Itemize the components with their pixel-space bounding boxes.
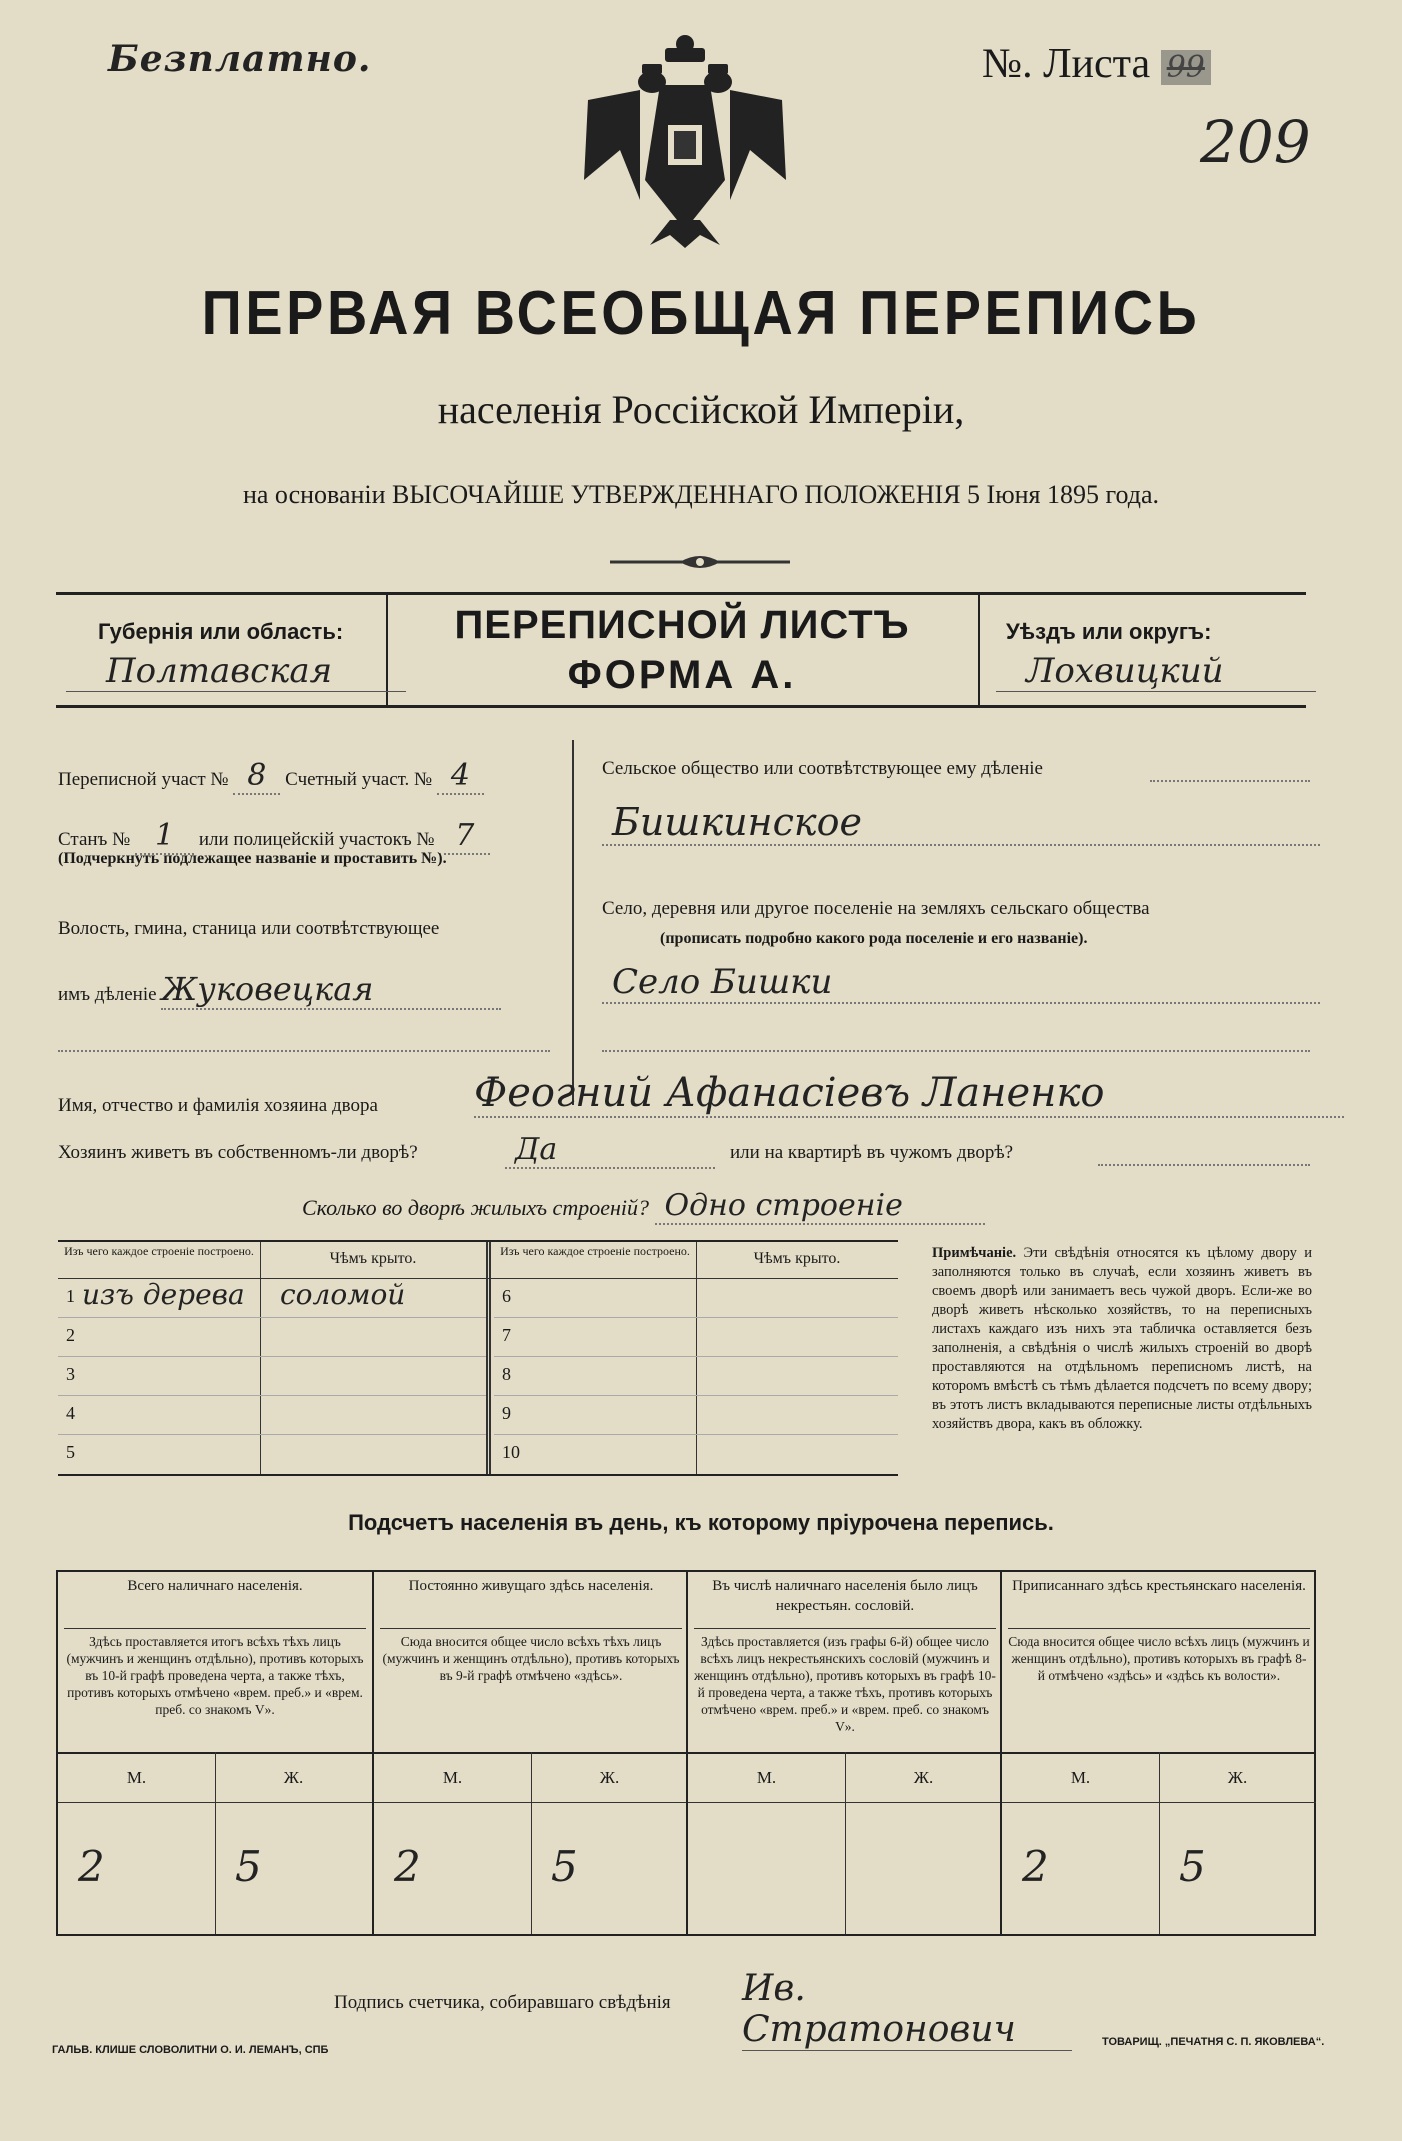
buildings-table [58, 1240, 898, 1476]
province-value: Полтавская [66, 651, 406, 692]
volost-value: Жуковецкая [161, 970, 501, 1010]
owner-name-value: Феогний Афанасіевъ Ланенко [474, 1070, 1344, 1118]
count-column [686, 1572, 1002, 1934]
own-yard-label: Хозяинъ живетъ въ собственномъ-ли дворѣ? [58, 1142, 418, 1163]
census-section-row [58, 758, 558, 793]
count-f-label: Ж. [913, 1768, 934, 1787]
count-m-label: М. [442, 1768, 463, 1787]
building-row-number: 8 [502, 1364, 511, 1384]
building-row [58, 1317, 486, 1357]
stan-row [58, 818, 558, 853]
count-column [58, 1572, 372, 1934]
building-material: изъ дерева [82, 1278, 245, 1311]
sheet-number-prefix: №. Листа [982, 41, 1151, 87]
building-row [494, 1278, 898, 1318]
owner-name-label: Имя, отчество и фамилія хозяина двора [58, 1095, 378, 1116]
building-row [58, 1395, 486, 1435]
document-title: ПЕРВАЯ ВСЕОБЩАЯ ПЕРЕПИСЬ [201, 279, 1201, 348]
volost-label: Волость, гмина, станица или соотвѣтствующее [58, 918, 440, 939]
count-m-value: 2 [78, 1842, 105, 1891]
volost-label-2: имъ дѣленіе [58, 984, 157, 1005]
ornament-divider-icon [610, 550, 790, 574]
building-row-number: 10 [502, 1442, 520, 1462]
count-column-header: Всего наличнаго населенія. [127, 1578, 303, 1594]
stan-label: Станъ № [58, 829, 131, 850]
building-row [494, 1356, 898, 1396]
count-f-label: Ж. [283, 1768, 304, 1787]
building-row-number: 5 [66, 1442, 75, 1462]
underline-note: (Подчеркнуть подлежащее названіе и проставить №). [58, 850, 447, 867]
village-value: Село Бишки [602, 962, 1320, 1004]
buildings-value: Одно строеніе [655, 1188, 985, 1225]
building-row [58, 1278, 486, 1318]
count-m-label: М. [1070, 1768, 1091, 1787]
count-f-value: 5 [551, 1842, 578, 1891]
count-f-label: Ж. [1227, 1768, 1248, 1787]
form-title: ПЕРЕПИСНОЙ ЛИСТЪ [454, 603, 910, 647]
census-section-value: 8 [233, 758, 280, 795]
form-header-box [56, 592, 1306, 708]
col-material-header-2: Изъ чего каждое строеніе построено. [500, 1244, 690, 1258]
count-column-desc: Сюда вносится общее число всѣхъ тѣхъ лицъ (мужчинъ и женщинъ отдѣльно), противъ которыхъ въ 9-й графѣ отмѣчено «здѣсь». [380, 1628, 682, 1745]
col-material-header: Изъ чего каждое строеніе построено. [64, 1244, 254, 1258]
sheet-number-label [982, 40, 1211, 88]
count-column [372, 1572, 688, 1934]
building-row-number: 2 [66, 1325, 75, 1345]
count-column-desc: Сюда вносится общее число всѣхъ лицъ (мужчинъ и женщинъ отдѣльно), противъ которыхъ въ графѣ 8-й отмѣчено «здѣсь» и «здѣсь къ волости». [1008, 1628, 1310, 1745]
sheet-number-handwritten: 209 [1200, 108, 1311, 176]
society-label: Сельское общество или соотвѣтствующее ему дѣленіе [602, 758, 1043, 779]
count-f-label: Ж. [599, 1768, 620, 1787]
col-roof-header-2: Чѣмъ крыто. [753, 1250, 841, 1267]
building-row-number: 4 [66, 1403, 75, 1423]
district-label: Уѣздъ или округъ: [1006, 619, 1212, 644]
census-section-label: Переписной участ № [58, 769, 229, 790]
district-value: Лохвицкий [996, 651, 1316, 692]
building-row-number: 1 [66, 1286, 75, 1306]
sheet-number-crossed: 99 [1161, 50, 1211, 85]
village-label: Село, деревня или другое поселеніе на земляхъ сельскаго общества [602, 898, 1150, 919]
signature-label: Подпись счетчика, собиравшаго свѣдѣнія [334, 1992, 671, 2013]
count-column-desc: Здѣсь проставляется итогъ всѣхъ тѣхъ лицъ (мужчинъ и женщинъ отдѣльно), противъ которыхъ въ 10-й графѣ проведена черта, а также тѣхъ, противъ которыхъ отмѣчено «врем. преб.» и «врем. преб. со знакомъ V». [64, 1628, 366, 1745]
count-m-label: М. [126, 1768, 147, 1787]
building-row-number: 6 [502, 1286, 511, 1306]
province-label: Губернія или область: [98, 619, 344, 644]
note-title: Примѣчаніе. [932, 1245, 1017, 1261]
col-roof-header: Чѣмъ крыто. [329, 1250, 417, 1267]
rented-label: или на квартирѣ въ чужомъ дворѣ? [730, 1142, 1014, 1163]
village-note: (прописать подробно какого рода поселеніе и его названіе). [660, 930, 1088, 947]
building-row [58, 1356, 486, 1396]
count-section-label: Счетный участ. № [285, 769, 433, 790]
printer-right: ТОВАРИЩ. „ПЕЧАТНЯ С. П. ЯКОВЛЕВА“. [1102, 2036, 1325, 2048]
own-yard-value: Да [505, 1132, 715, 1169]
count-section-value: 4 [437, 758, 484, 795]
free-stamp: Безплатно. [108, 38, 372, 80]
count-m-value: 2 [394, 1842, 421, 1891]
building-row [494, 1317, 898, 1357]
note-text: Эти свѣдѣнія относятся къ цѣлому двору и заполняются только въ случаѣ, если хозяинъ живетъ въ своемъ дворѣ или занимаетъ весь чужой дворъ. Если-же во дворѣ живетъ нѣсколько хозяйствъ, то на переписныхъ листахъ каждаго изъ нихъ эта табличка оставляется безъ заполненія, а свѣдѣнія о числѣ жилыхъ строеній во дворѣ проставляются на отдѣльномъ переписномъ листѣ, на которомъ вмѣстѣ съ тѣмъ дѣлается подсчетъ по всему двору; въ этотъ листъ вкладываются переписные листы отдѣльныхъ хозяйствъ двора, какъ въ обложку. [932, 1245, 1313, 1432]
signature-value: Ив. Стратонович [742, 1968, 1072, 2051]
building-roof: соломой [280, 1278, 406, 1311]
count-column-header: Въ числѣ наличнаго населенія было лицъ некрестьян. сословій. [712, 1578, 978, 1614]
count-column-header: Постоянно живущаго здѣсь населенія. [408, 1578, 654, 1594]
note-block [932, 1244, 1312, 1434]
building-row [494, 1434, 898, 1473]
building-row-number: 9 [502, 1403, 511, 1423]
count-table [56, 1570, 1316, 1936]
count-column [1000, 1572, 1316, 1934]
count-f-value: 5 [1179, 1842, 1206, 1891]
police-value: 7 [439, 818, 490, 855]
police-label: или полицейскій участокъ № [198, 829, 435, 850]
society-value: Бишкинское [602, 800, 1320, 846]
form-subtitle: ФОРМА А. [567, 653, 797, 697]
imperial-eagle-emblem-icon [580, 30, 790, 250]
building-row [494, 1395, 898, 1435]
document-basis: на основаніи ВЫСОЧАЙШЕ УТВЕРЖДЕННАГО ПОЛОЖЕНІЯ 5 Іюня 1895 года. [242, 480, 1160, 509]
building-row-number: 7 [502, 1325, 511, 1345]
count-column-header: Приписаннаго здѣсь крестьянскаго населенія. [1012, 1578, 1306, 1594]
count-f-value: 5 [235, 1842, 262, 1891]
buildings-label: Сколько во дворѣ жилыхъ строеній? [302, 1195, 649, 1220]
printer-left: ГАЛЬВ. КЛИШЕ СЛОВОЛИТНИ О. И. ЛЕМАНЪ, СПБ [52, 2044, 329, 2056]
stan-value: 1 [135, 818, 194, 855]
count-m-value: 2 [1022, 1842, 1049, 1891]
volost-row [58, 970, 550, 1010]
buildings-row [302, 1188, 985, 1225]
building-row-number: 3 [66, 1364, 75, 1384]
count-m-label: М. [756, 1768, 777, 1787]
count-title: Подсчетъ населенія въ день, къ которому пріурочена перепись. [348, 1510, 1054, 1535]
document-subtitle: населенія Россійской Имперіи, [437, 387, 965, 432]
count-column-desc: Здѣсь проставляется (изъ графы 6-й) общее число всѣхъ лицъ некрестьянскихъ сословій (мужчинъ и женщинъ отдѣльно), противъ которыхъ въ графѣ 10-й проведена черта, а также тѣхъ, противъ которыхъ отмѣчено «врем. преб.» и «врем. преб. со знакомъ V». [694, 1628, 996, 1745]
building-row [58, 1434, 486, 1473]
